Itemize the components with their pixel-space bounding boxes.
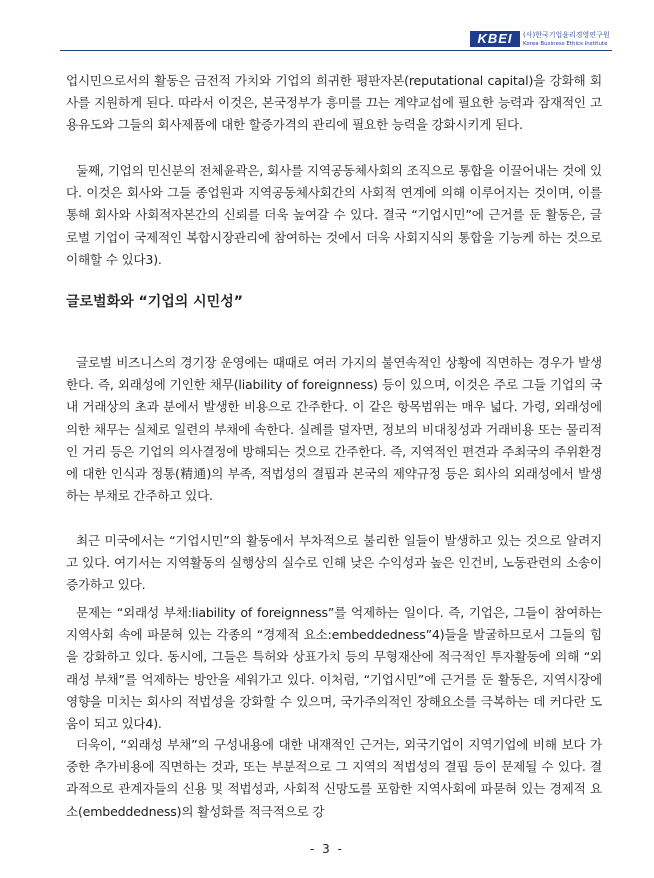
paragraph-6: 더욱이, “외래성 부채”의 구성내용에 대한 내재적인 근거는, 외국기업이 지역기업에 비해 보다 가중한 추가비용에 직면하는 것과, 또는 부분적으로 그 지역의 적법성의 결핍 등이 문제될 수 있다. 결과적으로 관계자들의 신용 및 적법성과, 사회적 신망도를 포함한 지역사회에 파묻혀 있는 경제적 요소(embeddedness)의 활성화를 적극적으로 강 xyxy=(66,737,602,819)
paragraph-1: 업시민으로서의 활동은 금전적 가치와 기업의 희귀한 평판자본(reputational capital)을 강화해 회사를 지원하게 된다. 따라서 이것은, 본국정부가 흥미를 끄는 계약교섭에 필요한 능력과 잠재적인 고용유도와 그들의 회사제품에 대한 할증가격의 관리에 필요한 능력을 강화시키게 된다. xyxy=(66,73,602,133)
section-title: 글로벌화와 “기업의 시민성” xyxy=(66,294,243,310)
header-divider xyxy=(60,50,612,51)
page-number: - 3 - xyxy=(310,842,344,856)
paragraph-2: 둘째, 기업의 민신분의 전체윤곽은, 회사를 지역공동체사회의 조직으로 통합을 이끌어내는 것에 있다. 이것은 회사와 그들 종업원과 지역공동체사회간의 사회적 연계에 의해 이루어지는 것이며, 이를 통해 회사와 사회적자본간의 신뢰를 더욱 높여갈 수 있다. 결국 “기업시민”에 근거를 둔 활동은, 글로벌 기업이 국제적인 복합시장관리에 참여하는 것에서 더욱 사회지식의 통합을 기능케 하는 것으로 이해할 수 있다3). xyxy=(66,163,602,267)
paragraph-5: 문제는 “외래성 부채:liability of foreignness”를 억제하는 일이다. 즉, 기업은, 그들이 참여하는 지역사회 속에 파묻혀 있는 각종의 “경제적 요소:embeddedness”4)들을 발굴하므로서 그들의 힘을 강화하고 있다. 동시에, 그들은 특허와 상표가치 등의 무형재산에 적극적인 투자활동에 의해 “외래성 부채”를 억제하는 방안을 세워가고 있다. 이처럼, “기업시민”에 근거를 둔 활동은, 지역시장에 영향을 미치는 회사의 적법성을 강화할 수 있으며, 국가주의적인 장해요소를 극복하는 데 커다란 도움이 되고 있다4). xyxy=(66,605,602,732)
kbei-logo: KBEI xyxy=(470,31,520,47)
paragraph-3: 글로벌 비즈니스의 경기장 운영에는 때때로 여러 가지의 불연속적인 상황에 직면하는 경우가 발생한다. 즉, 외래성에 기인한 채무(liability of foreignness) 등이 있으며, 이것은 주로 그들 기업의 국내 거래상의 초과 분에서 발생한 비용으로 간주한다. 이 같은 항목범위는 매우 넓다. 가령, 외래성에 의한 채무는 실체로 일련의 부채에 속한다. 실례를 덜자면, 정보의 비대칭성과 거래비용 또는 물리적인 거리 등은 기업의 의사결정에 방해되는 것으로 간주한다. 즉, 지역적인 편견과 주최국의 주위환경에 대한 인식과 정통(精通)의 부족, 적법성의 결핍과 본국의 제약규정 등은 회사의 외래성에서 발생하는 부채로 간주하고 있다. xyxy=(66,355,602,504)
paragraph-4: 최근 미국에서는 “기업시민”의 활동에서 부차적으로 불리한 일들이 발생하고 있는 것으로 알려지고 있다. 여기서는 지역활동의 실행상의 실수로 인해 낮은 수익성과 높은 인건비, 노동관련의 소송이 증가하고 있다. xyxy=(66,533,602,593)
org-name-korean: (사)한국기업윤리경영연구원 xyxy=(523,31,610,39)
org-name-english: Korea Business Ethics Institute xyxy=(523,41,608,47)
